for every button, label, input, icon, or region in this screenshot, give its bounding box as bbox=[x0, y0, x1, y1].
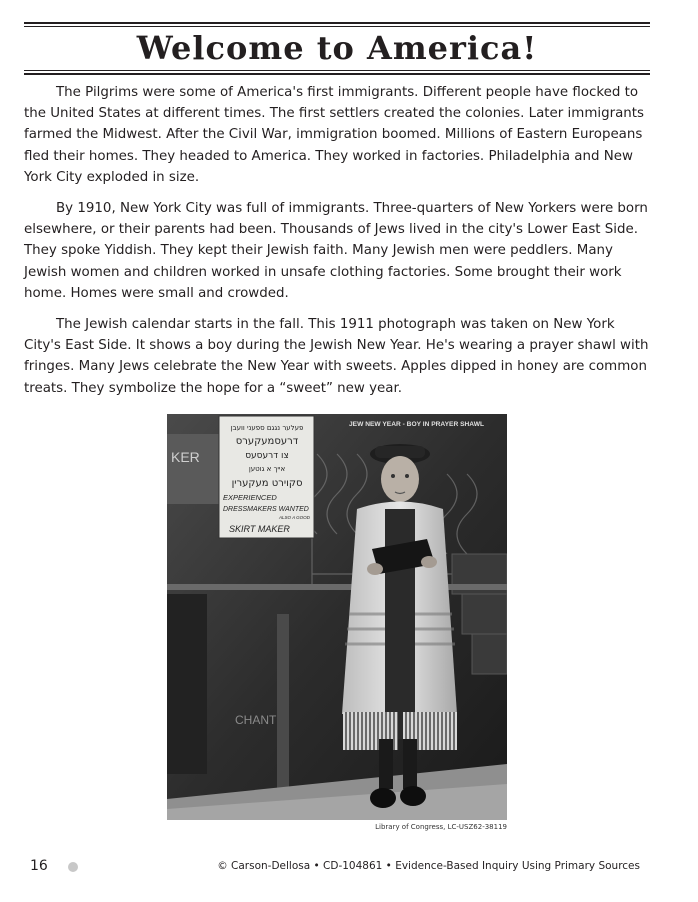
top-rule-thick bbox=[24, 22, 650, 24]
sign-hebrew-line-3: צו דרעסעס bbox=[245, 451, 289, 461]
photo-handwritten-label: JEW NEW YEAR - BOY IN PRAYER SHAWL bbox=[349, 422, 485, 428]
sign-hebrew-line-1: פעלער נגגם ספעני וועבן bbox=[230, 424, 304, 432]
sign-line-experienced: EXPERIENCED bbox=[223, 493, 277, 502]
paragraph-1: The Pilgrims were some of America's first immigrants. Different people have flocked to the United States at different times. The first settlers created the colonies. Later immigrants farmed the Midwest. After the Civil War, immigration boomed. Millions of Eastern Europeans fled their homes. They headed to America. They worked in factories. Philadelphia and New York City exploded in size. bbox=[24, 85, 645, 185]
bottom-rule-thin bbox=[24, 70, 650, 71]
sign-hebrew-line-5: סקוירט מעקערין bbox=[231, 478, 303, 489]
bottom-rule-thick bbox=[24, 73, 650, 75]
article-body bbox=[24, 82, 650, 409]
paragraph-3: The Jewish calendar starts in the fall. This 1911 photograph was taken on New York City's East Side. It shows a boy during the Jewish New Year. He's wearing a prayer shawl with fringes. Many Jews celebrate the New Year with sweets. Apples dipped in honey are common treats. They symbolize the hope for a “sweet” new year. bbox=[24, 317, 649, 396]
footer-dot bbox=[68, 862, 78, 872]
historical-photograph bbox=[167, 414, 507, 820]
top-rule-thin bbox=[24, 26, 650, 27]
footer-credit: © Carson-Dellosa • CD-104861 • Evidence-Based Inquiry Using Primary Sources bbox=[217, 860, 640, 872]
sign-line-dressmakers: DRESSMAKERS WANTED bbox=[223, 506, 309, 513]
sign-line-also: ALSO A GOOD bbox=[279, 515, 310, 520]
wall-fragment-chant: CHANT bbox=[235, 713, 277, 727]
wall-fragment-ker: KER bbox=[171, 449, 200, 465]
sign-line-skirt-maker: SKIRT MAKER bbox=[229, 524, 290, 534]
sign-hebrew-line-2: דרעסמעקערס bbox=[235, 436, 299, 447]
sign-hebrew-line-4: אייך א גוטען bbox=[248, 465, 286, 473]
page-number: 16 bbox=[30, 858, 48, 874]
page-title: Welcome to America! bbox=[136, 29, 538, 67]
photo-caption: Library of Congress, LC-USZ62-38119 bbox=[375, 823, 507, 831]
paragraph-2: By 1910, New York City was full of immigrants. Three-quarters of New Yorkers were born elsewhere, or their parents had been. Thousands of Jews lived in the city's Lower East Side. They spoke Yiddish. They kept their Jewish faith. Many Jewish men were peddlers. Many Jewish women and children worked in unsafe clothing factories. Some brought their work home. Homes were small and crowded. bbox=[24, 201, 648, 301]
